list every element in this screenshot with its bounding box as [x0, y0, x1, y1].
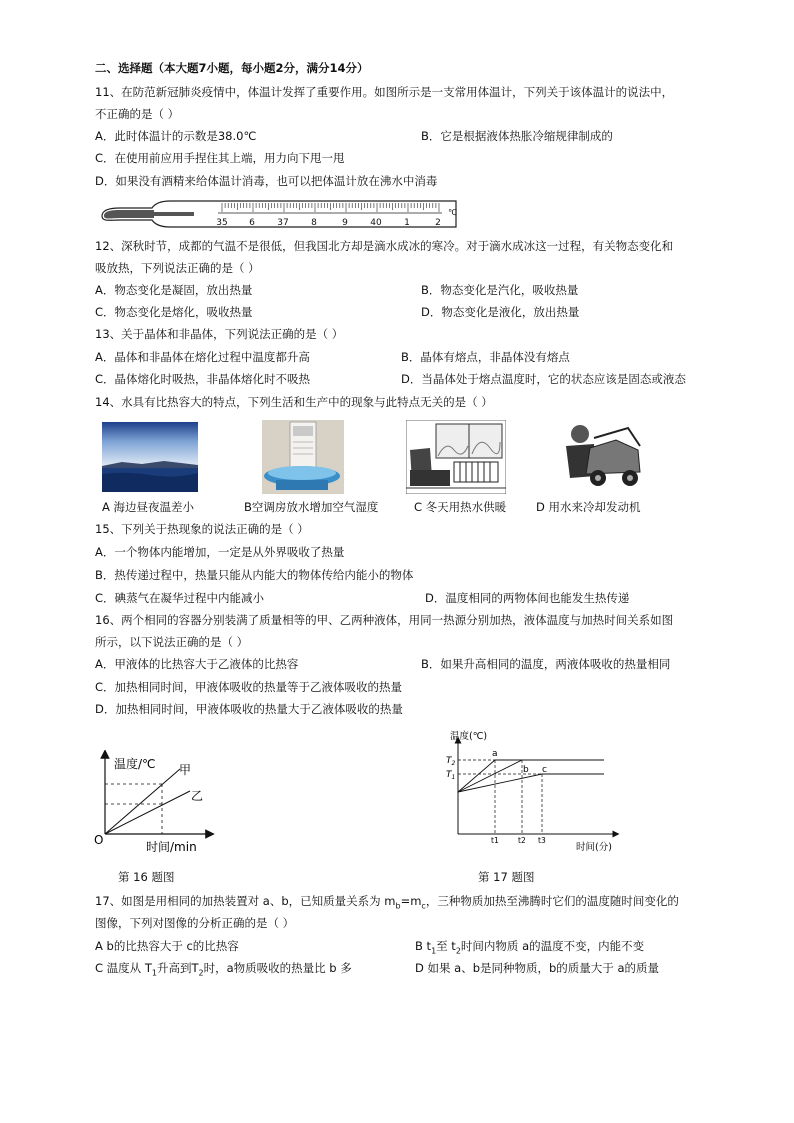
fig16-series-yi: 乙 [191, 789, 204, 803]
radiator-room-photo [406, 420, 506, 494]
q12-option-c: C．物态变化是熔化，吸收热量 [95, 305, 253, 319]
fig17-t2: t2 [518, 836, 526, 845]
fig17-xlabel: 时间(分) [576, 842, 612, 853]
q17-stem-line1: 17、如图是用相同的加热装置对 a、b，已知质量关系为 $m_b=m_c$，三种物质加热至沸腾时它们的温度随时间变化的 [95, 894, 679, 911]
q15-stem: 15、下列关于热现象的说法正确的是（ ） [95, 522, 309, 536]
q12-stem-line1: 12、深秋时节，成都的气温不是很低，但我国北方却是滴水成冰的寒冷。对于滴水成冰这一过程，有关物态变化和 [95, 239, 674, 253]
fig17-caption: 第 17 题图 [478, 870, 535, 884]
scale-label: 8 [311, 218, 317, 228]
q12-option-d: D．物态变化是液化，放出热量 [421, 305, 580, 319]
fig16-caption: 第 16 题图 [118, 870, 175, 884]
q11-option-a: A．此时体温计的示数是38.0℃ [95, 129, 257, 143]
fig17-label-c: c [542, 765, 547, 775]
air-conditioner-photo [262, 420, 344, 494]
q11-stem-line2: 不正确的是（ ） [95, 107, 180, 121]
q11-option-d: D．如果没有酒精来给体温计消毒，也可以把体温计放在沸水中消毒 [95, 174, 438, 188]
scale-label: 40 [370, 218, 382, 228]
q17-option-d: D 如果 a、b是同种物质，b的质量大于 a的质量 [415, 961, 660, 975]
fig16-xlabel: 时间/min [146, 840, 197, 854]
q15-option-b: B．热传递过程中，热量只能从内能大的物体传给内能小的物体 [95, 568, 414, 582]
fig17-t1: t1 [491, 836, 499, 845]
fig17-T1: $T_1$ [446, 770, 456, 781]
engine-cooling-photo [556, 420, 642, 494]
q16-stem-line1: 16、两个相同的容器分别装满了质量相等的甲、乙两种液体，用同一热源分别加热，液体温度与加热时间关系如图 [95, 613, 674, 627]
seaside-photo [102, 422, 198, 492]
section-heading: 二、选择题（本大题7小题，每小题2分，满分14分） [95, 61, 369, 75]
thermometer-unit: ℃ [448, 208, 457, 217]
q12-option-a: A．物态变化是凝固，放出热量 [95, 283, 253, 297]
scale-label: 6 [249, 218, 255, 228]
q14-option-b: B空调房放水增加空气湿度 [244, 500, 379, 514]
q17-stem-line2: 图像，下列对图像的分析正确的是（ ） [95, 916, 295, 930]
q15-option-a: A．一个物体内能增加，一定是从外界吸收了热量 [95, 545, 345, 559]
scale-label: 1 [404, 218, 410, 228]
fig17-label-a: a [492, 749, 498, 759]
fig16-origin: O [94, 833, 104, 847]
fig17-T2: $T_2$ [446, 756, 456, 767]
scale-label: 2 [435, 218, 441, 228]
thermometer-figure [96, 198, 466, 232]
fig16-series-jia: 甲 [179, 763, 192, 777]
fig17-t3: t3 [538, 836, 546, 845]
figure-17-graph [444, 728, 620, 854]
q11-stem-line1: 11、在防范新冠肺炎疫情中，体温计发挥了重要作用。如图所示是一支常用体温计，下列关于该体温计的说法中， [95, 85, 674, 99]
q11-option-b: B．它是根据液体热胀冷缩规律制成的 [421, 129, 613, 143]
q13-option-b: B．晶体有熔点，非晶体没有熔点 [401, 350, 570, 364]
q15-option-d: D．温度相同的两物体间也能发生热传递 [425, 591, 630, 605]
thermometer-bulb [104, 210, 154, 219]
q12-option-b: B．物态变化是汽化，吸收热量 [421, 283, 579, 297]
q13-option-c: C．晶体熔化时吸热，非晶体熔化时不吸热 [95, 372, 311, 386]
q16-option-d: D．加热相同时间，甲液体吸收的热量大于乙液体吸收的热量 [95, 702, 403, 716]
fig16-ylabel: 温度/℃ [114, 757, 156, 771]
q13-stem: 13、关于晶体和非晶体，下列说法正确的是（ ） [95, 327, 344, 341]
mercury-column [154, 212, 194, 216]
q16-option-c: C．加热相同时间，甲液体吸收的热量等于乙液体吸收的热量 [95, 680, 403, 694]
q14-stem: 14、水具有比热容大的特点，下列生活和生产中的现象与此特点无关的是（ ） [95, 395, 493, 409]
q14-option-a: A 海边昼夜温差小 [102, 500, 195, 514]
figure-16-graph [92, 750, 218, 856]
q17-option-a: A b的比热容大于 c的比热容 [95, 939, 239, 953]
scale-label: 35 [216, 218, 228, 228]
fig17-label-b: b [523, 765, 529, 775]
q11-option-c: C．在使用前应用手捏住其上端，用力向下甩一甩 [95, 151, 345, 165]
q16-option-b: B．如果升高相同的温度，两液体吸收的热量相同 [421, 657, 671, 671]
q16-stem-line2: 所示，以下说法正确的是（ ） [95, 635, 249, 649]
q13-option-a: A．晶体和非晶体在熔化过程中温度都升高 [95, 350, 310, 364]
q14-option-d: D 用水来冷却发动机 [536, 500, 641, 514]
scale-label: 37 [277, 218, 289, 228]
q15-option-c: C．碘蒸气在凝华过程中内能减小 [95, 591, 265, 605]
fig17-ylabel: 温度(℃) [450, 731, 488, 742]
q17-option-c: C 温度从 $T_1$升高到$T_2$时，a物质吸收的热量比 b 多 [95, 961, 352, 978]
curve-c [458, 774, 542, 792]
q17-option-b: B $t_1$至 $t_2$时间内物质 a的温度不变，内能不变 [415, 939, 645, 956]
q13-option-d: D．当晶体处于熔点温度时，它的状态应该是固态或液态 [401, 372, 686, 386]
q12-stem-line2: 吸放热，下列说法正确的是（ ） [95, 261, 260, 275]
q16-option-a: A．甲液体的比热容大于乙液体的比热容 [95, 657, 299, 671]
q14-option-c: C 冬天用热水供暖 [414, 500, 507, 514]
scale-label: 9 [342, 218, 348, 228]
